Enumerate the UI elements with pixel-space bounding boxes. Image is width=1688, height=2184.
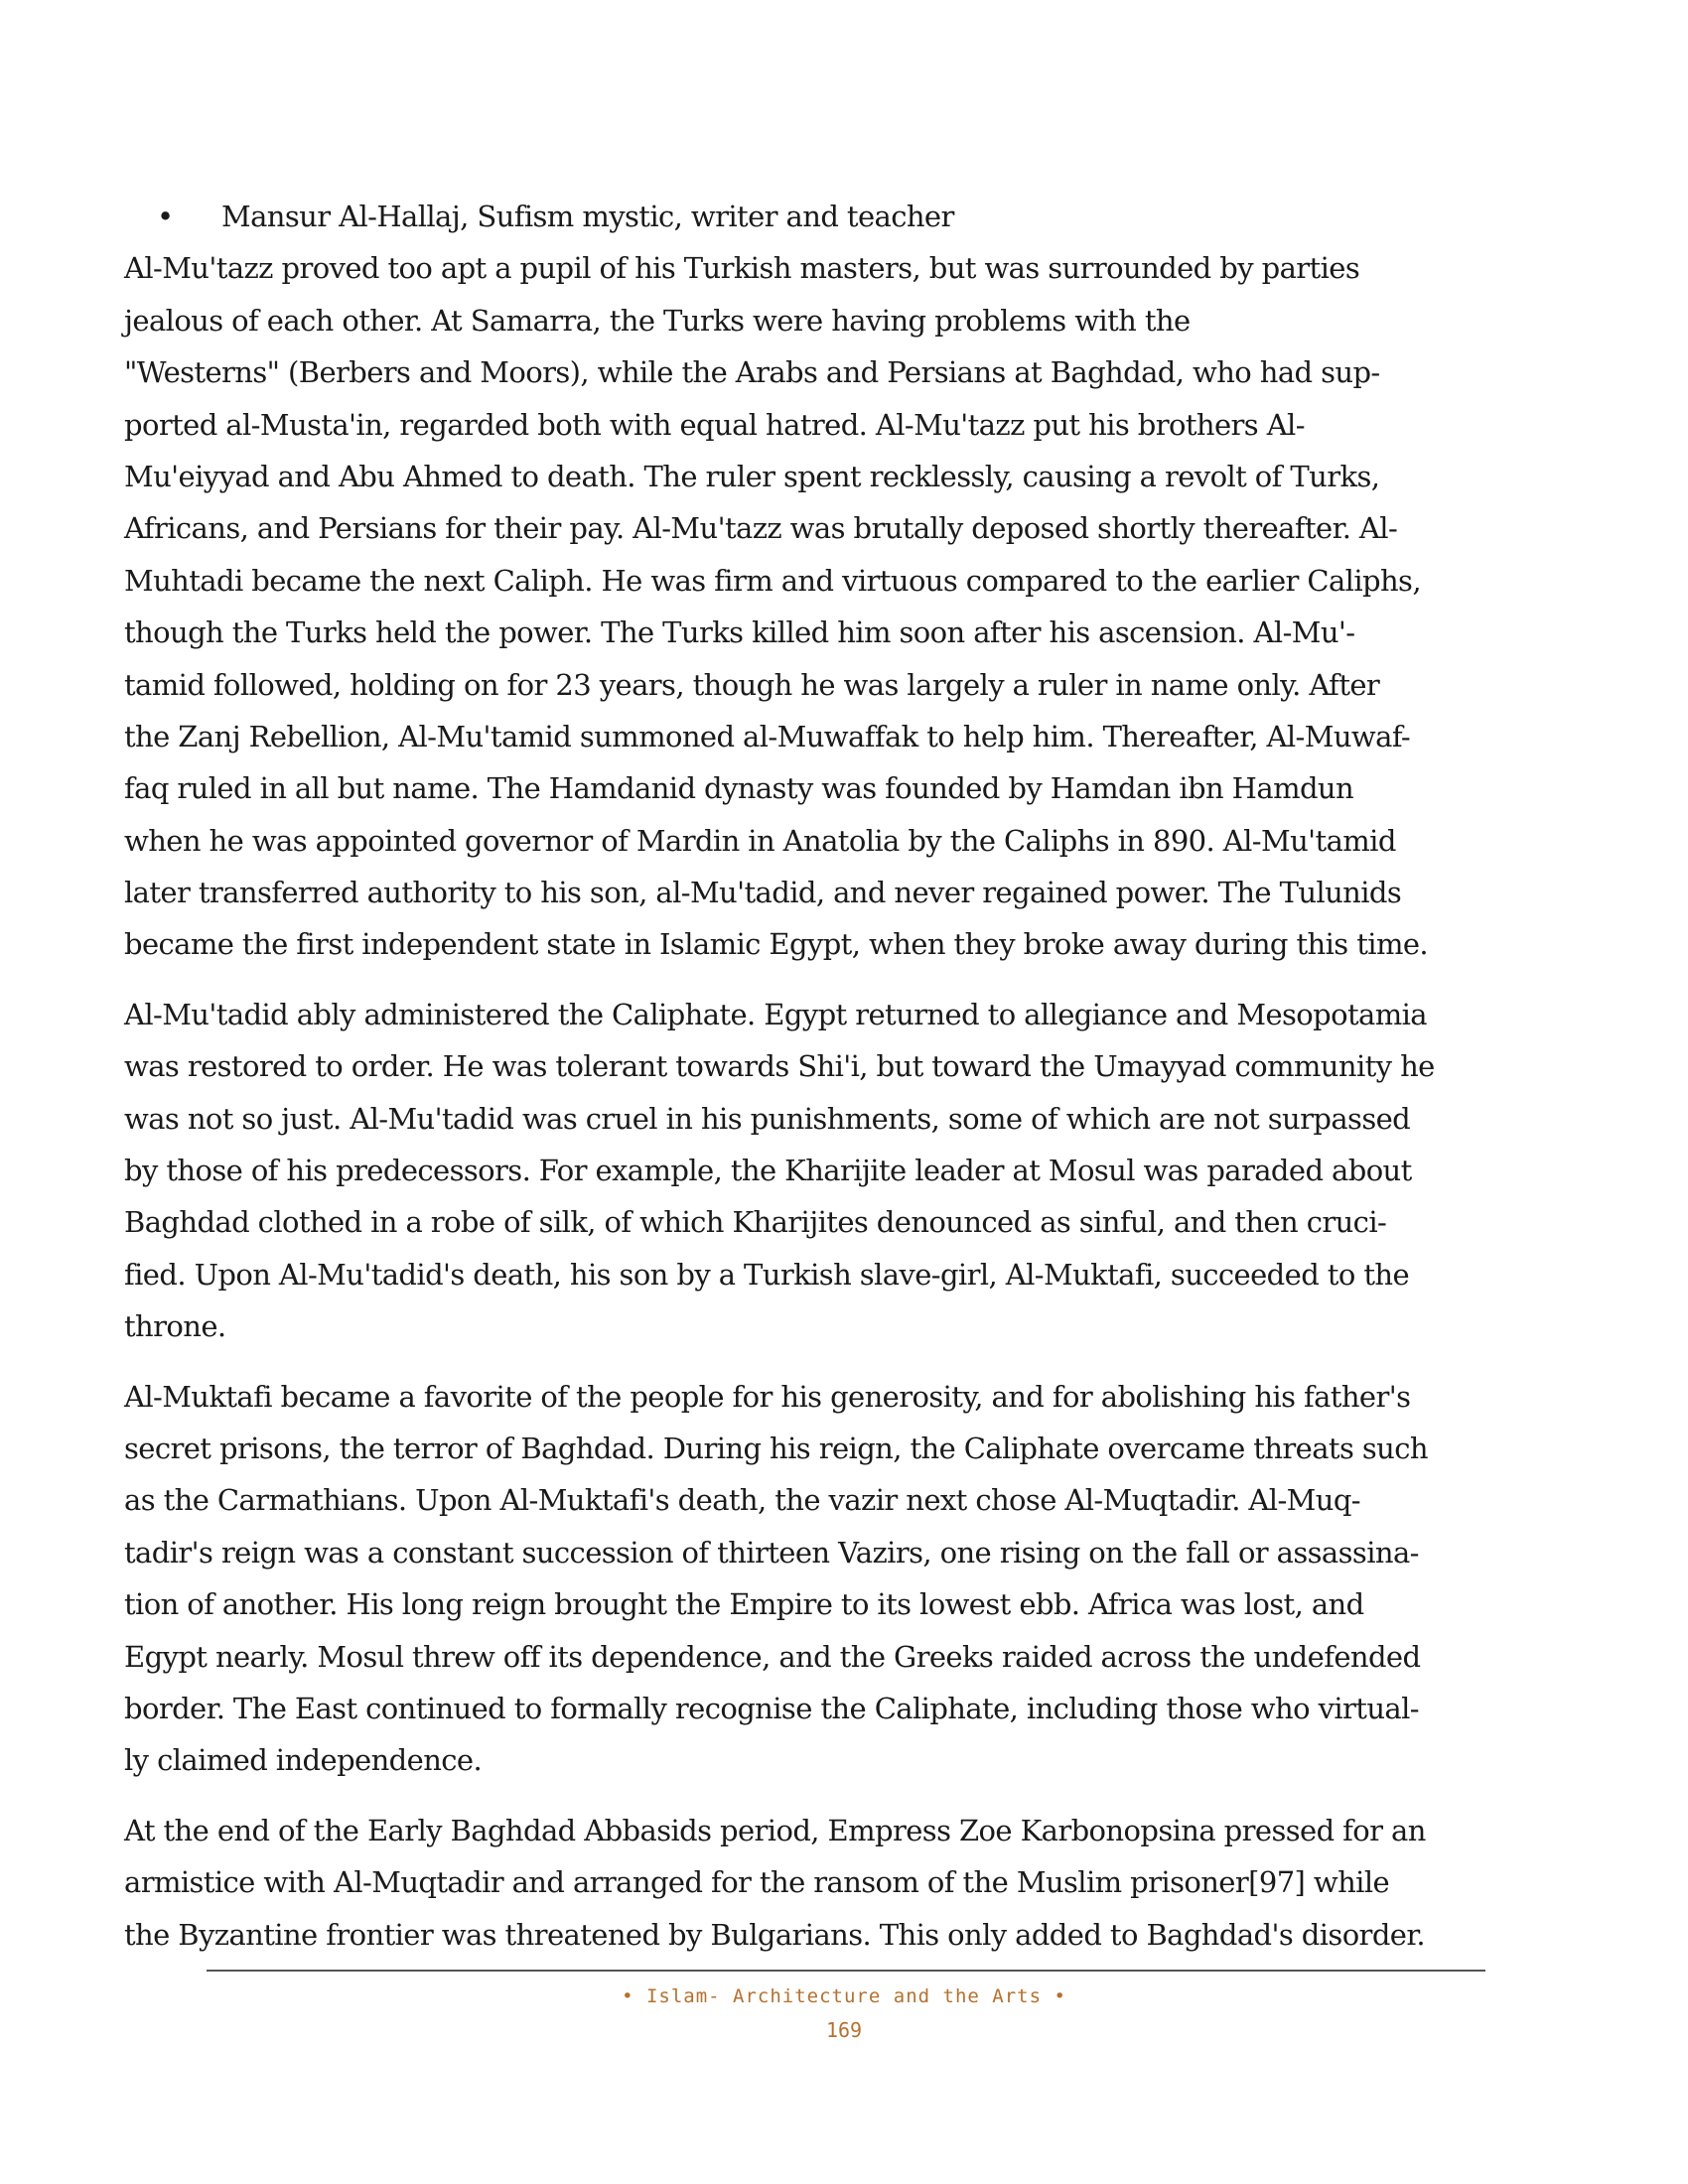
text-line: was not so just. Al-Mu'tadid was cruel in his punishments, some of which are not surpassed <box>124 1101 1411 1136</box>
text-line: though the Turks held the power. The Turks killed him soon after his ascension. Al-Mu'- <box>124 615 1355 650</box>
text-line: the Zanj Rebellion, Al-Mu'tamid summoned al-Muwaffak to help him. Thereafter, Al-Muwaf- <box>124 719 1411 753</box>
text-line: armistice with Al-Muqtadir and arranged for the ransom of the Muslim prisoner[97] while <box>124 1865 1390 1900</box>
text-line: by those of his predecessors. For example, the Kharijite leader at Mosul was paraded about <box>124 1154 1412 1188</box>
text-line: tadir's reign was a constant succession of thirteen Vazirs, one rising on the fall or assassina- <box>124 1535 1419 1570</box>
running-footer-title: • Islam- Architecture and the Arts • <box>622 1985 1066 2007</box>
text-line: Egypt nearly. Mosul threw off its dependence, and the Greeks raided across the undefended <box>124 1639 1421 1674</box>
footer-divider <box>207 1970 1485 1972</box>
text-line: fied. Upon Al-Mu'tadid's death, his son by a Turkish slave-girl, Al-Muktafi, succeeded to the <box>124 1257 1410 1292</box>
text-line: later transferred authority to his son, al-Mu'tadid, and never regained power. The Tulunids <box>124 876 1402 910</box>
bullet-icon: • <box>157 200 174 233</box>
paragraph <box>124 1805 1584 1961</box>
page-body <box>124 191 1584 1979</box>
text-line: Mu'eiyyad and Abu Ahmed to death. The ruler spent recklessly, causing a revolt of Turks, <box>124 459 1380 493</box>
text-line: when he was appointed governor of Mardin in Anatolia by the Caliphs in 890. Al-Mu'tamid <box>124 823 1396 858</box>
text-line: ported al-Musta'in, regarded both with equal hatred. Al-Mu'tazz put his brothers Al- <box>124 407 1305 442</box>
text-line: Al-Mu'tadid ably administered the Caliphate. Egypt returned to allegiance and Mesopotamia <box>124 997 1427 1031</box>
text-line: tamid followed, holding on for 23 years, though he was largely a ruler in name only. After <box>124 667 1380 702</box>
text-line: tion of another. His long reign brought the Empire to its lowest ebb. Africa was lost, and <box>124 1587 1364 1622</box>
bullet-item <box>124 191 1584 242</box>
text-line: faq ruled in all but name. The Hamdanid dynasty was founded by Hamdan ibn Hamdun <box>124 771 1354 806</box>
text-line: was restored to order. He was tolerant towards Shi'i, but toward the Umayyad community he <box>124 1049 1435 1084</box>
text-line: Muhtadi became the next Caliph. He was firm and virtuous compared to the earlier Caliphs, <box>124 563 1421 598</box>
text-line: throne. <box>124 1309 226 1344</box>
text-line: became the first independent state in Islamic Egypt, when they broke away during this time. <box>124 927 1429 962</box>
text-line: Baghdad clothed in a robe of silk, of which Kharijites denounced as sinful, and then cruci- <box>124 1205 1387 1240</box>
bullet-text: Mansur Al-Hallaj, Sufism mystic, writer and teacher <box>221 200 954 233</box>
paragraph <box>124 1371 1584 1787</box>
paragraph <box>124 989 1584 1353</box>
text-line: Al-Muktafi became a favorite of the people for his generosity, and for abolishing his father's <box>124 1379 1411 1414</box>
text-line: as the Carmathians. Upon Al-Muktafi's death, the vazir next chose Al-Muqtadir. Al-Muq- <box>124 1483 1360 1518</box>
page-number: 169 <box>825 2018 863 2042</box>
text-line: "Westerns" (Berbers and Moors), while the Arabs and Persians at Baghdad, who had sup- <box>124 355 1380 390</box>
text-line: Africans, and Persians for their pay. Al-Mu'tazz was brutally deposed shortly thereafter. Al- <box>124 511 1398 546</box>
text-line: the Byzantine frontier was threatened by Bulgarians. This only added to Baghdad's disorder. <box>124 1917 1426 1952</box>
text-line: Al-Mu'tazz proved too apt a pupil of his Turkish masters, but was surrounded by parties <box>124 251 1360 286</box>
text-line: ly claimed independence. <box>124 1743 483 1778</box>
text-line: secret prisons, the terror of Baghdad. During his reign, the Caliphate overcame threats such <box>124 1431 1428 1465</box>
text-line: border. The East continued to formally recognise the Caliphate, including those who virtual- <box>124 1691 1419 1725</box>
paragraph <box>124 242 1584 970</box>
text-line: jealous of each other. At Samarra, the Turks were having problems with the <box>124 303 1191 338</box>
text-line: At the end of the Early Baghdad Abbasids period, Empress Zoe Karbonopsina pressed for an <box>124 1813 1426 1847</box>
